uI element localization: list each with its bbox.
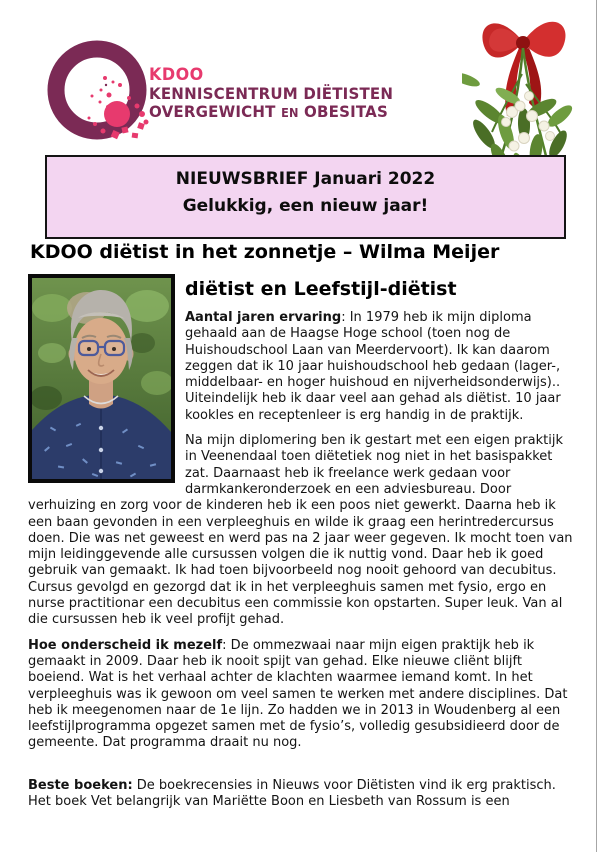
paragraph-lead: Hoe onderscheid ik mezelf [28,637,223,653]
paragraph-books: Beste boeken: De boekrecensies in Nieuws voor Diëtisten vind ik erg praktisch. Het boek Vet belangrijk van Mariëtte Boon en Liesbeth van Rossum is een [28,777,556,810]
kdoo-logo-text [149,66,393,121]
paragraph-lead: Beste boeken: [28,777,133,793]
banner-subtitle: Gelukkig, een nieuw jaar! [182,196,429,216]
article-subtitle: diëtist en Leefstijl-diëtist [185,278,457,300]
mistletoe-illustration [462,4,586,180]
article [28,240,577,819]
mistletoe-icon [462,4,586,176]
kdoo-ring-icon [45,38,153,148]
paragraph-career: Na mijn diplomering ben ik gestart met een eigen praktijk in Veenendaal toen diëtetiek nog niet in het basispakket zat. Daarnaast heb ik freelance werk gedaan voor darmkankeronderzoek en een adviesbureau. Door verhuizing en zorg voor de kinderen heb ik een poos niet gewerkt. Daarna heb ik een baan gevonden in een verpleeghuis en wilde ik graag een herintredercursus doen. Die was net geweest en werd pas na 2 jaar weer gegeven. Ik mocht toen van mijn leidinggevende alle cursussen volgen die ik nuttig vond. Daar heb ik goed gebruik van gemaakt. Ik had toen bijvoorbeeld nog nooit gehoord van decubitus. Cursus gevolgd en gezorgd dat ik in het verpleeghuis samen met fysio, ergo en nurse practitionar een decubitus een commissie kon opstarten. Super leuk. Van al die cursussen heb ik veel profijt gehad. [28,433,573,628]
logo-brand: KDOO [149,64,204,85]
page-edge-divider [596,0,597,852]
kdoo-logo [45,38,409,148]
logo-line-2: OVERGEWICHT EN OBESITAS [149,101,389,121]
paragraph-distinction: Hoe onderscheid ik mezelf: De ommezwaai naar mijn eigen praktijk heb ik gemaakt in 2009. Daar heb ik nooit spijt van gehad. Elke nieuwe cliënt blijft boeiend. Wat is het verhaal achter de klachten waarmee iemand komt. In het verpleeghuis was ik gewoon om veel samen te werken met andere disciplines. Dat heb ik meegenomen naar de 1e lijn. Zo hadden we in 2013 in Woudenberg al een leefstijlprogramma opgezet samen met de fysio’s, volledig gesubsidieerd door de gemeente. Dat programma draait nu nog. [28,637,568,751]
portrait-illustration-icon [32,278,171,479]
banner-title: NIEUWSBRIEF Januari 2022 [175,169,436,189]
logo-line-1: KENNISCENTRUM DIËTISTEN [149,83,394,103]
article-title: KDOO diëtist in het zonnetje – Wilma Meijer [30,241,500,263]
paragraph-lead: Aantal jaren ervaring [185,310,342,325]
portrait-photo [28,274,175,483]
newsletter-banner [45,155,566,239]
paragraph-experience: Aantal jaren ervaring: In 1979 heb ik mijn diploma gehaald aan de Haagse Hoge school (toen nog de Huishoudschool Laan van Meerdervoort). Ik kan daarom zeggen dat ik 10 jaar huishoudschool heb gedaan (lager-, middelbaar- en hoger huishoud en nijverheidsonderwijs).. Uiteindelijk heb ik daar veel aan gehad als diëtist. 10 jaar kookles en receptenleer is erg handig in de praktijk. [185,310,561,423]
